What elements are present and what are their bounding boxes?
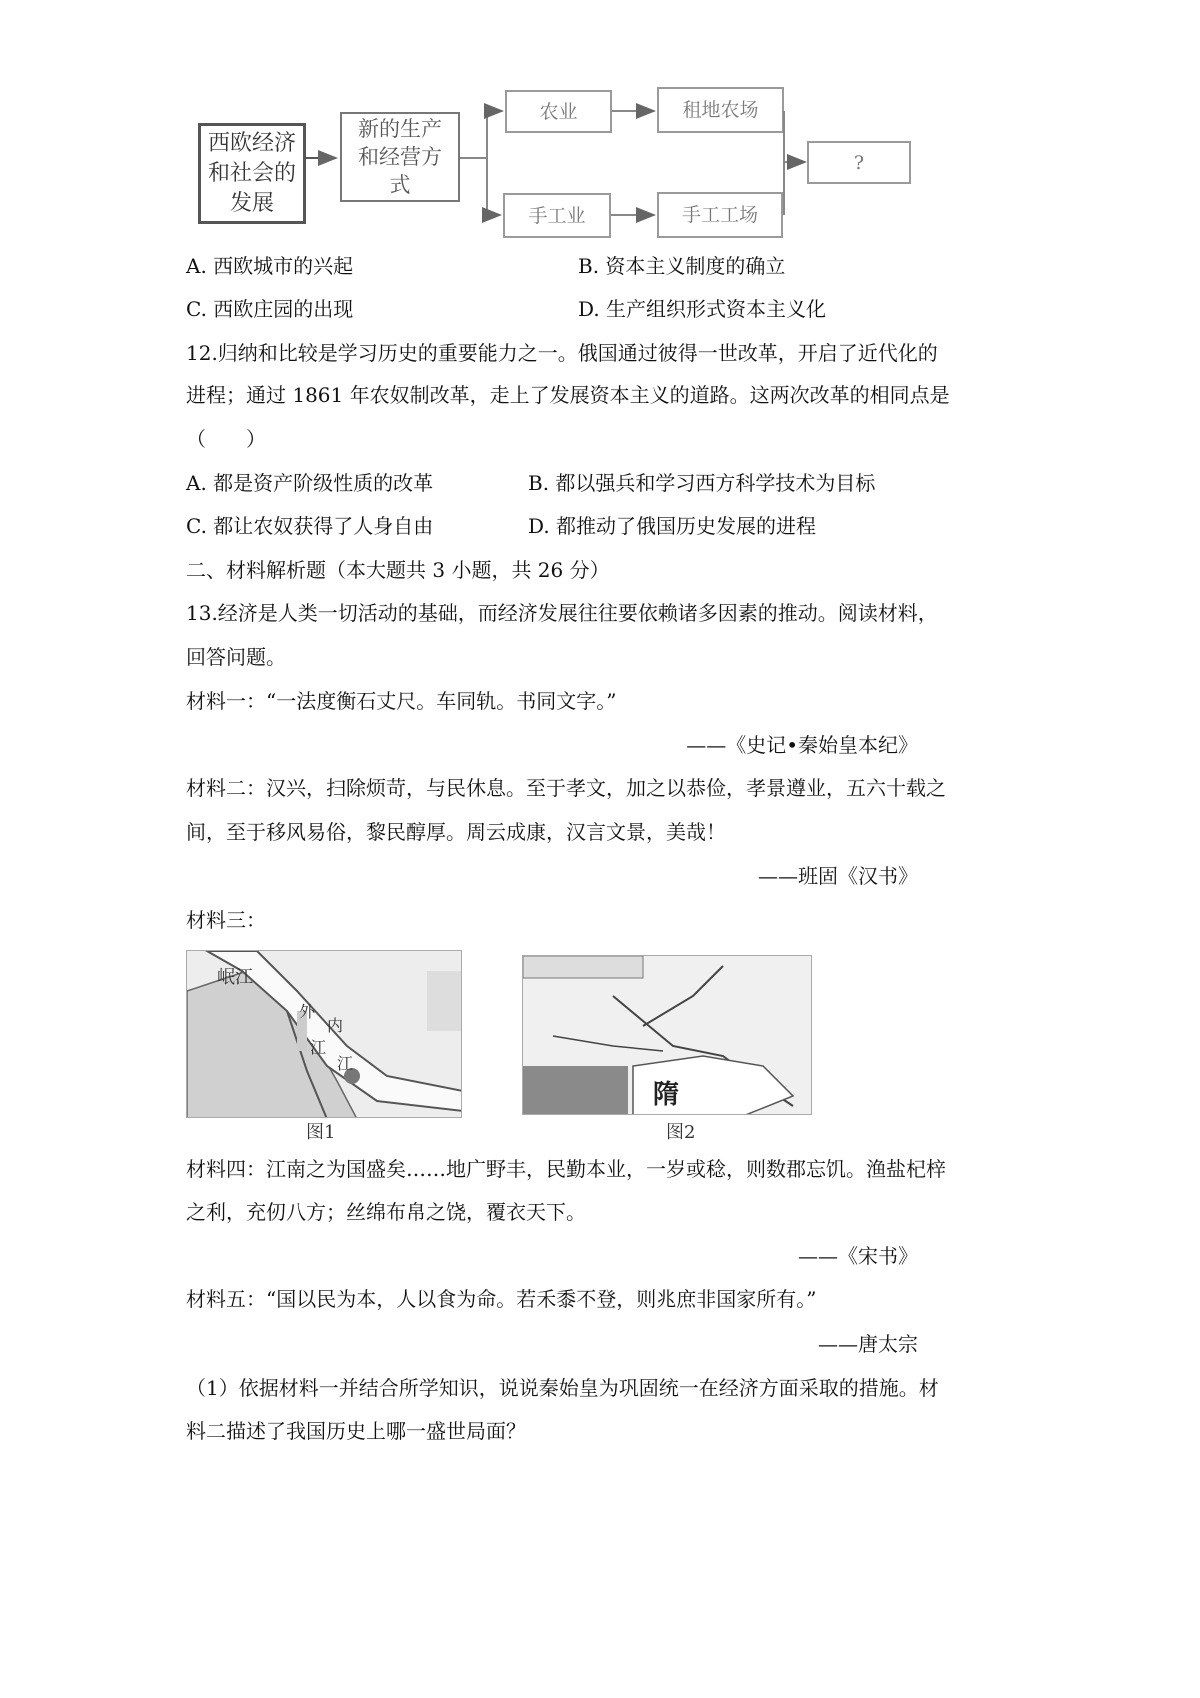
map1-label-jiang2: 江 (337, 1054, 354, 1073)
flowchart-connectors (0, 0, 1200, 260)
map1-label-nei: 内 (327, 1016, 344, 1035)
q12-option-a: A. 都是资产阶级性质的改革 (186, 471, 434, 495)
flow-box-handicraft: 手工业 (503, 193, 611, 238)
map2-caption: 图2 (666, 1122, 696, 1143)
q13-sub1-line2: 料二描述了我国历史上哪一盛世局面？ (186, 1419, 526, 1443)
material-5-source: ——唐太宗 (818, 1332, 918, 1356)
flow-box-new-production: 新的生产和经营方式 (340, 112, 460, 202)
flow-box-development: 西欧经济和社会的发展 (198, 123, 306, 224)
flow-box-workshop: 手工工场 (657, 192, 783, 238)
material-4-source: ——《宋书》 (798, 1244, 918, 1268)
material-2-source: ——班固《汉书》 (758, 864, 918, 888)
map-dujiangyan (186, 950, 462, 1118)
map-grand-canal (522, 955, 812, 1115)
material-4-line2: 之利，充仞八方；丝绵布帛之饶，覆衣天下。 (186, 1200, 586, 1224)
material-1: 材料一：“一法度衡石丈尺。车同轨。书同文字。” (186, 689, 617, 713)
material-3-label: 材料三： (186, 908, 266, 932)
q11-option-b: B. 资本主义制度的确立 (578, 254, 786, 278)
map1-label-wai: 外 (299, 1002, 316, 1021)
material-2-line1: 材料二：汉兴，扫除烦苛，与民休息。至于孝文，加之以恭俭，孝景遵业，五六十载之 (186, 776, 946, 800)
q13-stem-line2: 回答问题。 (186, 645, 286, 669)
q12-option-c: C. 都让农奴获得了人身自由 (186, 514, 434, 538)
q12-stem-line1: 12.归纳和比较是学习历史的重要能力之一。俄国通过彼得一世改革，开启了近代化的 (186, 341, 938, 365)
material-5: 材料五：“国以民为本，人以食为命。若禾黍不登，则兆庶非国家所有。” (186, 1287, 817, 1311)
q12-blank: （ ） (186, 427, 266, 451)
q13-stem-line1: 13.经济是人类一切活动的基础，而经济发展往往要依赖诸多因素的推动。阅读材料， (186, 601, 938, 625)
map1-caption: 图1 (306, 1122, 336, 1143)
q11-option-c: C. 西欧庄园的出现 (186, 297, 354, 321)
q13-sub1-line1: （1）依据材料一并结合所学知识，说说秦始皇为巩固统一在经济方面采取的措施。材 (186, 1376, 939, 1400)
material-4-line1: 材料四：江南之为国盛矣……地广野丰，民勤本业，一岁或稔，则数郡忘饥。渔盐杞梓 (186, 1157, 946, 1181)
q11-option-d: D. 生产组织形式资本主义化 (578, 297, 827, 321)
map1-label-jiang1: 江 (310, 1038, 327, 1057)
section-heading: 二、材料解析题（本大题共 3 小题，共 26 分） (186, 558, 610, 582)
q12-option-b: B. 都以强兵和学习西方科学技术为目标 (528, 471, 876, 495)
flow-box-unknown: ? (807, 141, 911, 184)
material-2-line2: 间，至于移风易俗，黎民醇厚。周云成康，汉言文景，美哉！ (186, 820, 726, 844)
material-1-source: ——《史记•秦始皇本纪》 (686, 733, 918, 757)
q11-option-a: A. 西欧城市的兴起 (186, 254, 354, 278)
q12-option-d: D. 都推动了俄国历史发展的进程 (528, 514, 817, 538)
flow-box-tenant-farm: 租地农场 (657, 87, 784, 133)
map2-label-sui: 隋 (653, 1080, 680, 1110)
flow-box-agriculture: 农业 (505, 90, 612, 133)
q12-stem-line2: 进程；通过 1861 年农奴制改革，走上了发展资本主义的道路。这两次改革的相同点是 (186, 383, 950, 407)
map1-label-minjiang: 岷江 (217, 967, 253, 988)
